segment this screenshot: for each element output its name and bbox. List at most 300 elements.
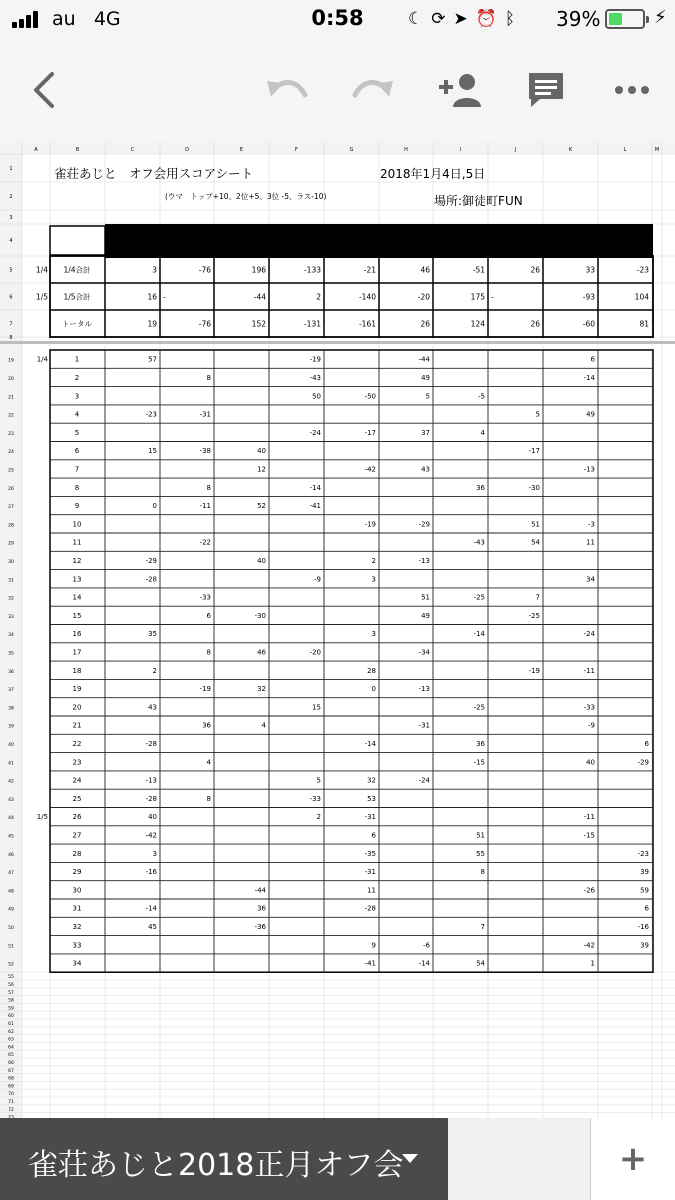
row-number: 1: [9, 166, 13, 172]
column-header: I: [459, 147, 462, 153]
game-number: 6: [74, 447, 80, 456]
score-cell: 45: [148, 922, 157, 931]
score-cell: 37: [421, 428, 430, 437]
score-cell: 4: [480, 428, 485, 437]
row-number: 4: [9, 238, 13, 244]
score-cell: -42: [583, 941, 595, 950]
comment-icon[interactable]: [522, 62, 570, 118]
score-cell: -14: [473, 630, 485, 639]
row-number: 30: [8, 559, 14, 565]
game-number: 26: [72, 813, 82, 822]
summary-cell: -20: [417, 292, 430, 302]
game-number: 10: [72, 520, 82, 529]
row-number: 2: [9, 194, 13, 200]
column-header: C: [130, 147, 135, 153]
summary-cell: -131: [303, 319, 321, 329]
score-cell: -17: [364, 428, 376, 437]
score-cell: -11: [199, 502, 211, 511]
summary-cell: -76: [198, 319, 211, 329]
score-cell: -41: [364, 959, 376, 968]
summary-cell: 81: [639, 319, 649, 329]
summary-cell: 175: [470, 292, 485, 302]
row-number: 32: [8, 596, 14, 602]
summary-row-name: トータル: [62, 319, 92, 329]
score-cell: -42: [145, 831, 157, 840]
summary-cell: 2: [316, 292, 321, 302]
row-number: 59: [8, 1006, 14, 1012]
column-header: B: [75, 147, 80, 153]
summary-cell: 19: [147, 319, 157, 329]
game-number: 5: [74, 428, 80, 437]
score-cell: -29: [145, 556, 157, 565]
add-person-icon[interactable]: [434, 62, 486, 118]
score-cell: 51: [531, 520, 540, 529]
score-cell: -38: [199, 447, 211, 456]
score-cell: -13: [583, 465, 595, 474]
game-number: 19: [72, 685, 82, 694]
game-number: 23: [72, 758, 82, 767]
row-number: 40: [8, 742, 14, 748]
row-number: 26: [8, 486, 14, 492]
rotation-lock-icon: ⟳: [431, 9, 446, 29]
summary-day-label: 1/5: [35, 292, 48, 302]
score-cell: 32: [367, 776, 376, 785]
score-cell: -14: [418, 959, 430, 968]
bluetooth-icon: ᛒ: [504, 9, 516, 29]
game-day-label: 1/4: [36, 355, 48, 364]
score-cell: 11: [367, 886, 376, 895]
score-cell: -30: [254, 611, 266, 620]
summary-cell: 152: [251, 319, 266, 329]
game-number: 8: [74, 483, 80, 492]
score-cell: -23: [637, 849, 649, 858]
row-number: 38: [8, 706, 14, 712]
location-icon: ➤: [453, 9, 468, 29]
column-header: D: [185, 147, 189, 153]
back-icon[interactable]: [22, 62, 66, 118]
score-cell: -3: [588, 520, 595, 529]
alarm-icon: ⏰: [475, 9, 497, 29]
summary-cell: -161: [358, 319, 376, 329]
score-cell: 3: [152, 849, 157, 858]
column-header: L: [623, 147, 627, 153]
score-cell: -24: [309, 428, 321, 437]
row-number: 56: [8, 983, 14, 988]
row-number: 45: [8, 834, 14, 840]
row-number: 43: [8, 797, 14, 803]
row-number: 39: [8, 724, 14, 730]
sheet-tab[interactable]: [0, 1118, 448, 1200]
row-number: 42: [8, 779, 14, 785]
score-cell: -16: [145, 868, 157, 877]
score-cell: -31: [364, 813, 376, 822]
score-cell: -17: [528, 447, 540, 456]
row-number: 50: [8, 925, 14, 931]
score-cell: -44: [418, 355, 430, 364]
score-cell: 7: [480, 922, 485, 931]
score-cell: -23: [145, 410, 157, 419]
score-cell: -19: [528, 666, 540, 675]
score-cell: -28: [364, 904, 376, 913]
more-icon[interactable]: [608, 62, 656, 118]
carrier-label: au 4G: [52, 8, 121, 30]
summary-cell: 104: [634, 292, 649, 302]
score-cell: 12: [257, 465, 266, 474]
row-number: 63: [8, 1037, 14, 1043]
undo-icon[interactable]: [262, 62, 312, 118]
score-cell: -44: [254, 886, 266, 895]
score-cell: 40: [257, 556, 266, 565]
summary-row-name: 1/5合計: [63, 292, 91, 302]
score-cell: -13: [145, 776, 157, 785]
summary-cell: 3: [152, 265, 157, 275]
bottom-bar: [0, 1118, 675, 1200]
score-cell: -15: [583, 831, 595, 840]
game-number: 31: [72, 904, 82, 913]
score-cell: 1: [590, 959, 595, 968]
score-cell: 43: [421, 465, 430, 474]
summary-cell: -: [491, 292, 494, 302]
row-number: 44: [8, 816, 14, 822]
score-cell: 57: [148, 355, 157, 364]
score-cell: 34: [586, 575, 595, 584]
row-number: 36: [8, 669, 14, 675]
column-header: H: [404, 147, 408, 153]
score-cell: -28: [145, 794, 157, 803]
row-number: 57: [8, 990, 14, 996]
row-number: 70: [8, 1092, 14, 1098]
score-cell: 46: [257, 648, 266, 657]
score-cell: -19: [199, 685, 211, 694]
game-number: 24: [72, 776, 82, 785]
row-number: 20: [8, 376, 14, 382]
score-cell: 5: [425, 392, 430, 401]
sheet-canvas: [0, 142, 675, 1118]
score-cell: 40: [148, 813, 157, 822]
game-number: 32: [72, 922, 82, 931]
row-number: 41: [8, 761, 14, 767]
row-number: 8: [9, 335, 13, 341]
row-number: 34: [8, 633, 14, 639]
summary-cell: -76: [198, 265, 211, 275]
row-number: 21: [8, 395, 14, 401]
row-number: 61: [8, 1022, 14, 1027]
score-cell: 39: [640, 868, 649, 877]
row-number: 49: [8, 907, 14, 913]
row-number: 58: [8, 998, 14, 1004]
row-number: 37: [8, 688, 14, 694]
summary-cell: 46: [420, 265, 430, 275]
score-cell: 49: [421, 373, 430, 382]
summary-cell: 26: [420, 319, 430, 329]
row-number: 5: [9, 267, 13, 274]
game-number: 2: [74, 373, 80, 382]
battery-fill: [609, 13, 622, 25]
uma-rules: (ウマ トップ+10、2位+5、3位 -5、ラス-10): [165, 192, 327, 201]
score-cell: 36: [202, 721, 211, 730]
summary-cell: -93: [582, 292, 595, 302]
battery-icon: [605, 9, 645, 29]
sheet-tab-label: 雀荘あじと2018正月オフ会: [28, 1148, 404, 1183]
summary-cell: -60: [582, 319, 595, 329]
score-cell: -14: [583, 373, 595, 382]
score-cell: -16: [637, 922, 649, 931]
score-cell: -6: [423, 941, 430, 950]
summary-cell: 124: [470, 319, 485, 329]
score-cell: -26: [583, 886, 595, 895]
summary-day-label: 1/4: [35, 265, 48, 275]
score-cell: 8: [206, 483, 211, 492]
score-cell: 8: [480, 868, 485, 877]
score-cell: 6: [644, 739, 649, 748]
score-cell: -25: [473, 593, 485, 602]
score-cell: 36: [476, 739, 485, 748]
score-cell: -13: [418, 556, 430, 565]
score-cell: 35: [148, 630, 157, 639]
score-cell: 40: [586, 758, 595, 767]
plus-icon: +: [618, 1139, 648, 1179]
row-number: 3: [9, 215, 13, 221]
row-number: 72: [8, 1107, 14, 1113]
toolbar: [0, 40, 675, 142]
redo-icon[interactable]: [348, 62, 398, 118]
score-cell: 59: [640, 886, 649, 895]
game-number: 20: [72, 703, 82, 712]
row-number: 71: [8, 1100, 14, 1105]
game-number: 25: [72, 794, 82, 803]
row-number: 19: [8, 358, 14, 364]
summary-cell: 16: [147, 292, 157, 302]
row-number: 24: [8, 450, 14, 456]
game-number: 34: [72, 959, 82, 968]
score-cell: 43: [148, 703, 157, 712]
summary-cell: -133: [303, 265, 321, 275]
game-number: 30: [72, 886, 82, 895]
score-cell: -35: [364, 849, 376, 858]
score-cell: -24: [418, 776, 430, 785]
game-number: 11: [72, 538, 82, 547]
sheet-title: 雀荘あじと オフ会用スコアシート: [54, 166, 254, 181]
score-cell: 8: [206, 794, 211, 803]
score-cell: 36: [257, 904, 266, 913]
game-number: 29: [72, 868, 82, 877]
game-number: 12: [72, 556, 82, 565]
summary-cell: -51: [472, 265, 485, 275]
score-cell: 3: [371, 630, 376, 639]
score-cell: 49: [421, 611, 430, 620]
game-number: 7: [74, 465, 80, 474]
score-cell: -31: [364, 868, 376, 877]
score-cell: 52: [257, 502, 266, 511]
game-number: 3: [74, 392, 80, 401]
summary-cell: -23: [636, 265, 649, 275]
column-header-bar: [0, 142, 675, 154]
add-sheet-button[interactable]: [590, 1118, 675, 1200]
column-header: E: [239, 147, 244, 153]
score-cell: 3: [371, 575, 376, 584]
score-cell: 50: [312, 392, 321, 401]
score-cell: -25: [528, 611, 540, 620]
score-cell: 5: [316, 776, 321, 785]
row-number: 27: [8, 505, 14, 511]
game-number: 27: [72, 831, 82, 840]
score-cell: -9: [588, 721, 595, 730]
score-cell: -41: [309, 502, 321, 511]
score-cell: -50: [364, 392, 376, 401]
score-cell: -11: [583, 813, 595, 822]
clock: 0:58: [311, 6, 364, 30]
row-number: 23: [8, 431, 14, 437]
game-number: 14: [72, 593, 82, 602]
game-number: 18: [72, 666, 82, 675]
score-cell: 2: [371, 556, 376, 565]
score-cell: -29: [637, 758, 649, 767]
score-cell: -14: [364, 739, 376, 748]
score-cell: 32: [257, 685, 266, 694]
column-header: F: [295, 147, 298, 153]
sheet-place: 場所:御徒町FUN: [434, 194, 523, 208]
spreadsheet-grid[interactable]: [0, 142, 675, 1118]
row-number: 64: [8, 1045, 14, 1051]
row-number: 68: [8, 1076, 14, 1082]
score-cell: 6: [644, 904, 649, 913]
score-cell: 40: [257, 447, 266, 456]
frozen-divider: [0, 341, 675, 344]
charging-icon: ⚡: [654, 7, 667, 28]
row-number: 46: [8, 852, 14, 858]
score-cell: -20: [309, 648, 321, 657]
row-number: 28: [8, 523, 14, 529]
summary-cell: 33: [585, 265, 595, 275]
row-number: 60: [8, 1014, 14, 1020]
row-number: 31: [8, 578, 14, 584]
game-number: 17: [72, 648, 82, 657]
chevron-down-icon[interactable]: [402, 1154, 418, 1163]
score-cell: 51: [476, 831, 485, 840]
score-cell: 8: [206, 373, 211, 382]
row-number: 22: [8, 413, 14, 419]
score-cell: 53: [367, 794, 376, 803]
score-cell: 5: [535, 410, 540, 419]
game-number: 9: [74, 502, 80, 511]
score-cell: 49: [586, 410, 595, 419]
game-number: 28: [72, 849, 82, 858]
score-cell: -34: [418, 648, 430, 657]
game-day-label: 1/5: [36, 813, 48, 822]
row-number: 65: [8, 1053, 14, 1059]
score-cell: 0: [371, 685, 376, 694]
score-cell: -11: [583, 666, 595, 675]
sheet-date: 2018年1月4日,5日: [380, 167, 486, 181]
game-number: 16: [72, 630, 82, 639]
score-cell: -14: [145, 904, 157, 913]
score-cell: 15: [312, 703, 321, 712]
score-cell: 7: [535, 593, 540, 602]
column-header: K: [568, 147, 573, 153]
score-cell: -29: [418, 520, 430, 529]
score-cell: 0: [152, 502, 157, 511]
row-number: 69: [8, 1084, 14, 1090]
summary-cell: 26: [530, 319, 540, 329]
score-cell: -43: [309, 373, 321, 382]
score-cell: -5: [478, 392, 485, 401]
game-number: 4: [74, 410, 80, 419]
score-cell: 2: [152, 666, 157, 675]
score-cell: 2: [316, 813, 321, 822]
summary-cell: 26: [530, 265, 540, 275]
summary-cell: -140: [358, 292, 376, 302]
score-cell: 6: [206, 611, 211, 620]
row-number: 6: [9, 294, 13, 301]
column-header: G: [349, 147, 354, 153]
score-cell: -9: [314, 575, 321, 584]
score-cell: -33: [199, 593, 211, 602]
game-number: 1: [74, 355, 80, 364]
row-number: 29: [8, 541, 14, 547]
score-cell: 11: [586, 538, 595, 547]
row-number: 67: [8, 1068, 14, 1074]
column-header: J: [514, 147, 517, 153]
column-header: A: [34, 147, 38, 153]
score-cell: -25: [473, 703, 485, 712]
score-cell: 39: [640, 941, 649, 950]
score-cell: 9: [371, 941, 376, 950]
row-number: 33: [8, 614, 14, 620]
score-cell: -14: [309, 483, 321, 492]
score-cell: 4: [206, 758, 211, 767]
score-cell: -36: [254, 922, 266, 931]
score-cell: -42: [364, 465, 376, 474]
row-number: 47: [8, 871, 14, 877]
summary-cell: 196: [251, 265, 266, 275]
score-cell: -43: [473, 538, 485, 547]
summary-cell: -: [163, 292, 166, 302]
score-cell: -28: [145, 739, 157, 748]
score-cell: 15: [148, 447, 157, 456]
score-cell: 54: [476, 959, 485, 968]
row-number: 7: [9, 321, 13, 328]
score-cell: -31: [199, 410, 211, 419]
summary-border: [50, 256, 653, 337]
summary-cell: -44: [253, 292, 266, 302]
score-cell: 54: [531, 538, 540, 547]
score-cell: -13: [418, 685, 430, 694]
score-cell: -22: [199, 538, 211, 547]
score-cell: -19: [309, 355, 321, 364]
row-number: 25: [8, 468, 14, 474]
score-cell: -30: [528, 483, 540, 492]
summary-cell: -21: [363, 265, 376, 275]
game-number: 21: [72, 721, 82, 730]
score-cell: -24: [583, 630, 595, 639]
score-cell: -28: [145, 575, 157, 584]
moon-icon: ☾: [408, 9, 424, 29]
score-cell: -33: [583, 703, 595, 712]
score-cell: 28: [367, 666, 376, 675]
row-number: 52: [8, 962, 14, 968]
score-cell: 4: [261, 721, 266, 730]
score-cell: 51: [421, 593, 430, 602]
game-number: 15: [72, 611, 82, 620]
score-cell: 36: [476, 483, 485, 492]
header-label-cell: [50, 226, 105, 255]
row-number: 35: [8, 651, 14, 657]
battery-percent: 39%: [556, 7, 601, 31]
score-cell: 55: [476, 849, 485, 858]
score-cell: 6: [371, 831, 376, 840]
score-cell: -31: [418, 721, 430, 730]
score-cell: 8: [206, 648, 211, 657]
